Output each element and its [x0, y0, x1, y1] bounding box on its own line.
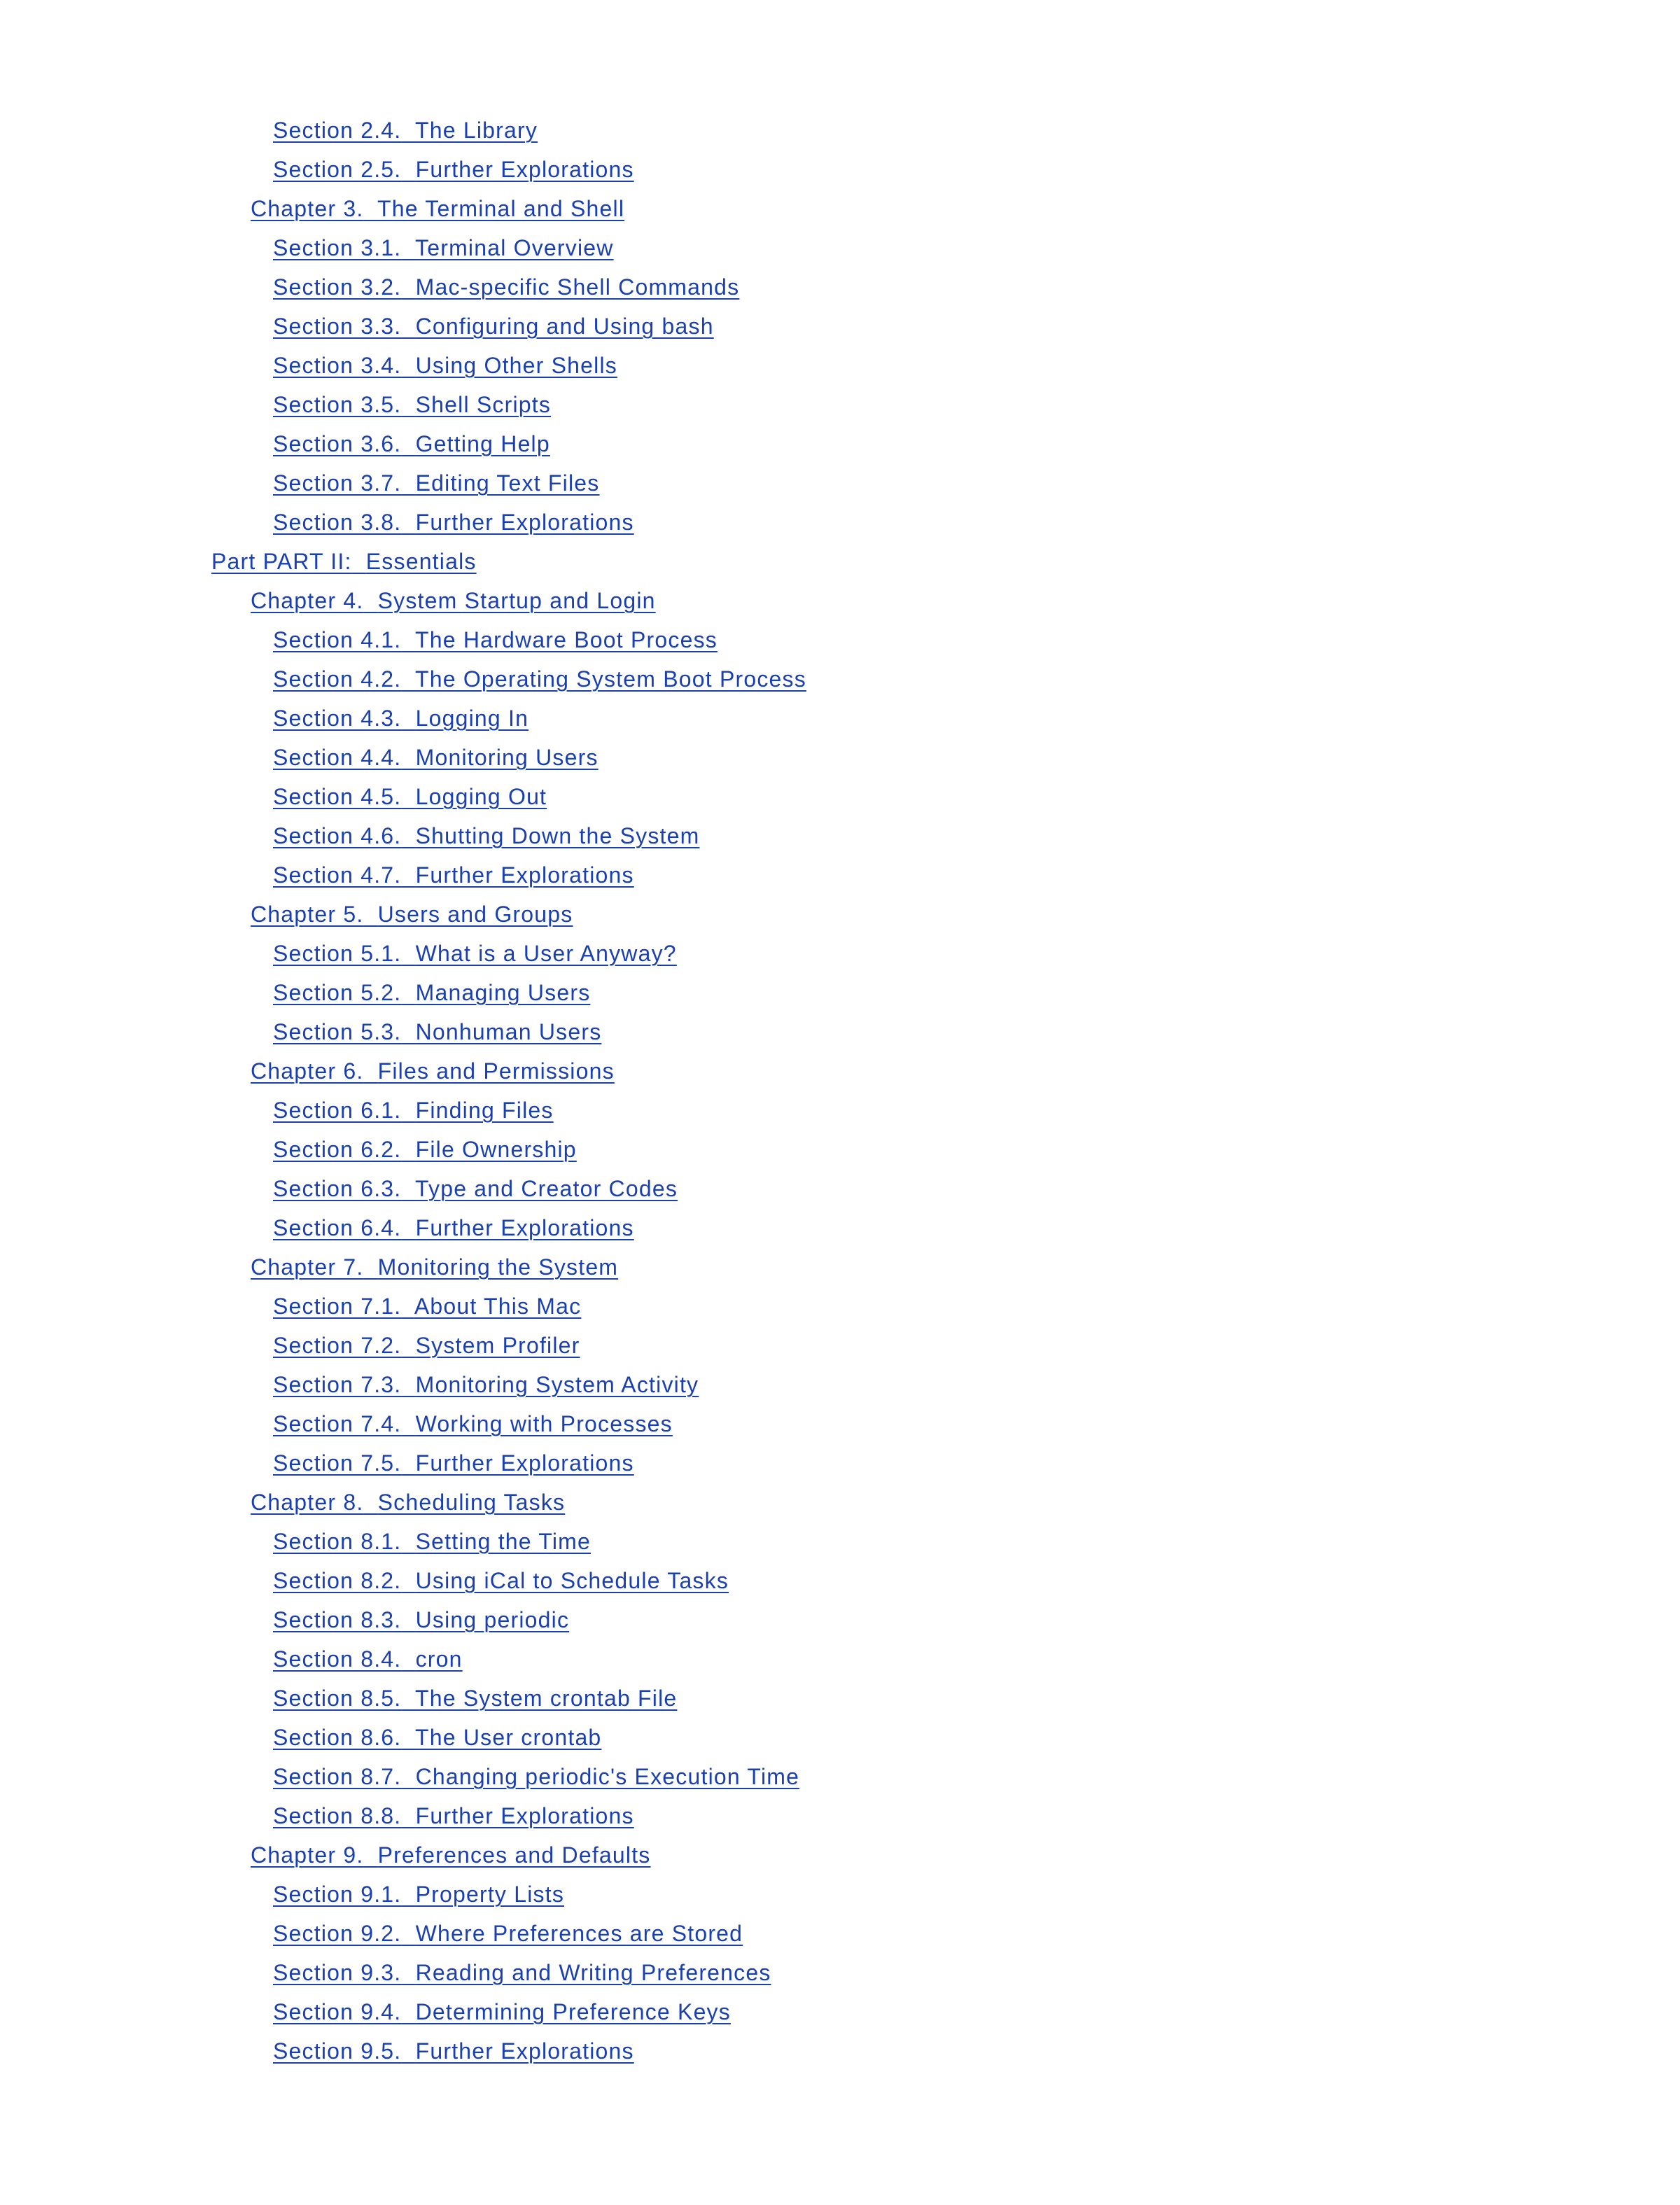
toc-entry-chapter [0, 581, 1680, 620]
toc-number: Section 6.1. [273, 1098, 402, 1123]
toc-title: Preferences and Defaults [377, 1842, 651, 1868]
toc-title: Essentials [365, 549, 477, 574]
toc-title: Monitoring the System [377, 1254, 619, 1280]
toc-title: Terminal Overview [415, 235, 614, 260]
toc-number: Section 9.1. [273, 1882, 402, 1907]
toc-number: Section 6.2. [273, 1137, 402, 1162]
toc-title: Further Explorations [415, 2038, 634, 2064]
toc-title: Working with Processes [415, 1411, 673, 1436]
toc-title: Determining Preference Keys [415, 1999, 731, 2024]
toc-number: Section 3.8. [273, 510, 402, 535]
toc-number: Section 9.2. [273, 1921, 402, 1946]
toc-number: Section 5.3. [273, 1019, 402, 1044]
toc-entry-section [0, 1208, 1680, 1247]
toc-entry-section [0, 855, 1680, 895]
toc-entry-section [0, 1522, 1680, 1561]
toc-link-section[interactable] [273, 1333, 580, 1358]
toc-link-chapter[interactable] [251, 1842, 651, 1868]
toc-title: Scheduling Tasks [377, 1490, 566, 1515]
toc-link-chapter[interactable] [251, 1254, 618, 1280]
toc-entry-chapter [0, 1835, 1680, 1875]
toc-entry-chapter [0, 1483, 1680, 1522]
toc-title: The System crontab File [415, 1686, 678, 1711]
toc-link-part[interactable] [211, 549, 477, 574]
toc-number: Part PART II: [211, 549, 352, 574]
toc-link-section[interactable] [273, 2038, 634, 2064]
toc-title: Logging In [415, 706, 529, 731]
toc-link-chapter[interactable] [251, 902, 573, 927]
toc-number: Section 8.5. [273, 1686, 402, 1711]
toc-number: Section 3.1. [273, 235, 402, 260]
toc-link-section[interactable] [273, 1646, 463, 1672]
toc-entry-section [0, 1404, 1680, 1443]
table-of-contents [0, 111, 1680, 2071]
toc-link-section[interactable] [273, 353, 617, 378]
toc-link-chapter[interactable] [251, 1058, 615, 1084]
toc-number: Section 3.2. [273, 274, 402, 300]
toc-title: File Ownership [415, 1137, 577, 1162]
toc-title: Monitoring Users [415, 745, 598, 770]
toc-link-section[interactable] [273, 1999, 731, 2024]
toc-title: The Terminal and Shell [377, 196, 625, 221]
toc-title: Property Lists [415, 1882, 565, 1907]
toc-link-section[interactable] [273, 1725, 601, 1750]
toc-title: The User crontab [415, 1725, 602, 1750]
toc-entry-section [0, 973, 1680, 1012]
toc-number: Section 3.3. [273, 314, 402, 339]
toc-entry-section [0, 424, 1680, 463]
toc-title: Logging Out [415, 784, 547, 809]
toc-title: Mac-specific Shell Commands [415, 274, 740, 300]
toc-entry-section [0, 150, 1680, 189]
toc-title: Using periodic [415, 1607, 570, 1632]
toc-number: Section 4.6. [273, 823, 402, 848]
toc-link-section[interactable] [273, 118, 538, 143]
toc-number: Section 3.5. [273, 392, 402, 417]
toc-title: Getting Help [415, 431, 550, 456]
toc-link-section[interactable] [273, 274, 739, 300]
toc-number: Section 7.5. [273, 1450, 402, 1476]
toc-link-section[interactable] [273, 1568, 729, 1593]
toc-entry-section [0, 777, 1680, 816]
toc-number: Section 8.8. [273, 1803, 402, 1828]
toc-number: Section 2.4. [273, 118, 402, 143]
toc-entry-section [0, 1718, 1680, 1757]
toc-link-section[interactable] [273, 823, 699, 848]
toc-link-section[interactable] [273, 1019, 601, 1044]
toc-entry-section [0, 1561, 1680, 1600]
toc-title: Further Explorations [415, 1450, 634, 1476]
toc-number: Chapter 6. [251, 1058, 364, 1084]
toc-link-section[interactable] [273, 314, 714, 339]
toc-number: Section 8.3. [273, 1607, 402, 1632]
toc-title: Type and Creator Codes [415, 1176, 678, 1201]
toc-title: Shell Scripts [415, 392, 552, 417]
toc-number: Section 7.4. [273, 1411, 402, 1436]
toc-entry-section [0, 1365, 1680, 1404]
toc-title: Changing periodic's Execution Time [415, 1764, 800, 1789]
toc-number: Chapter 3. [251, 196, 364, 221]
toc-entry-section [0, 2031, 1680, 2071]
toc-entry-section [0, 659, 1680, 699]
toc-entry-section [0, 620, 1680, 659]
toc-title: Nonhuman Users [415, 1019, 602, 1044]
toc-link-section[interactable] [273, 1215, 634, 1240]
toc-title: The Operating System Boot Process [415, 666, 806, 692]
toc-entry-section [0, 1169, 1680, 1208]
toc-entry-section [0, 816, 1680, 855]
toc-entry-section [0, 1914, 1680, 1953]
toc-number: Section 6.3. [273, 1176, 402, 1201]
toc-title: What is a User Anyway? [415, 941, 677, 966]
toc-title: About This Mac [414, 1294, 582, 1319]
toc-number: Section 8.6. [273, 1725, 402, 1750]
toc-entry-chapter [0, 895, 1680, 934]
toc-number: Section 4.1. [273, 627, 402, 652]
toc-link-chapter[interactable] [251, 196, 624, 221]
toc-entry-section [0, 1130, 1680, 1169]
toc-link-section[interactable] [273, 862, 634, 888]
toc-number: Section 4.7. [273, 862, 402, 888]
toc-entry-section [0, 1639, 1680, 1679]
toc-number: Section 4.3. [273, 706, 402, 731]
toc-link-section[interactable] [273, 706, 528, 731]
toc-number: Section 3.4. [273, 353, 402, 378]
toc-link-section[interactable] [273, 980, 590, 1005]
toc-entry-section [0, 934, 1680, 973]
toc-entry-part [0, 542, 1680, 581]
toc-number: Section 6.4. [273, 1215, 402, 1240]
toc-link-section[interactable] [273, 627, 718, 652]
toc-title: Editing Text Files [415, 470, 600, 496]
toc-link-section[interactable] [273, 1372, 699, 1397]
toc-link-section[interactable] [273, 235, 614, 260]
toc-entry-section [0, 1757, 1680, 1796]
toc-entry-section [0, 699, 1680, 738]
toc-link-section[interactable] [273, 1607, 569, 1632]
toc-entry-section [0, 463, 1680, 503]
toc-title: Configuring and Using bash [415, 314, 714, 339]
toc-entry-chapter [0, 189, 1680, 228]
toc-link-chapter[interactable] [251, 588, 656, 613]
toc-entry-section [0, 1600, 1680, 1639]
toc-number: Section 8.2. [273, 1568, 402, 1593]
toc-number: Section 4.4. [273, 745, 402, 770]
toc-entry-section [0, 1091, 1680, 1130]
toc-number: Section 3.7. [273, 470, 402, 496]
toc-number: Section 8.1. [273, 1529, 402, 1554]
toc-number: Section 3.6. [273, 431, 402, 456]
toc-number: Section 5.1. [273, 941, 402, 966]
toc-entry-chapter [0, 1051, 1680, 1091]
toc-number: Section 2.5. [273, 157, 402, 182]
toc-title: Shutting Down the System [415, 823, 700, 848]
toc-link-section[interactable] [273, 1803, 634, 1828]
toc-entry-section [0, 1953, 1680, 1992]
toc-link-section[interactable] [273, 1960, 771, 1985]
toc-entry-section [0, 1679, 1680, 1718]
toc-link-section[interactable] [273, 666, 806, 692]
toc-entry-section [0, 503, 1680, 542]
toc-entry-section [0, 228, 1680, 267]
toc-number: Section 9.5. [273, 2038, 402, 2064]
toc-link-section[interactable] [273, 1450, 634, 1476]
toc-number: Section 4.2. [273, 666, 402, 692]
toc-title: Further Explorations [415, 157, 634, 182]
toc-link-section[interactable] [273, 1921, 743, 1946]
toc-number: Section 7.3. [273, 1372, 402, 1397]
toc-title: Using Other Shells [415, 353, 617, 378]
toc-link-section[interactable] [273, 1882, 564, 1907]
toc-link-section[interactable] [273, 784, 547, 809]
toc-title: Further Explorations [415, 1803, 634, 1828]
toc-title: Reading and Writing Preferences [415, 1960, 771, 1985]
toc-title: Monitoring System Activity [415, 1372, 699, 1397]
toc-entry-section [0, 111, 1680, 150]
toc-title: Where Preferences are Stored [415, 1921, 743, 1946]
toc-title: Files and Permissions [377, 1058, 615, 1084]
toc-link-section[interactable] [273, 1686, 677, 1711]
toc-entry-chapter [0, 1247, 1680, 1287]
toc-entry-section [0, 1992, 1680, 2031]
toc-link-section[interactable] [273, 392, 551, 417]
toc-link-section[interactable] [273, 470, 600, 496]
toc-title: Further Explorations [415, 862, 634, 888]
toc-link-section[interactable] [273, 157, 634, 182]
toc-link-section[interactable] [273, 1529, 591, 1554]
toc-link-section[interactable] [273, 1137, 577, 1162]
toc-title: Users and Groups [377, 902, 573, 927]
toc-entry-section [0, 738, 1680, 777]
toc-link-section[interactable] [273, 1176, 678, 1201]
toc-title: Further Explorations [415, 1215, 634, 1240]
toc-title: System Profiler [415, 1333, 580, 1358]
toc-entry-section [0, 385, 1680, 424]
toc-title: Finding Files [415, 1098, 554, 1123]
toc-link-section[interactable] [273, 1098, 554, 1123]
toc-link-section[interactable] [273, 745, 598, 770]
toc-number: Chapter 5. [251, 902, 364, 927]
toc-number: Section 5.2. [273, 980, 402, 1005]
toc-number: Section 8.7. [273, 1764, 402, 1789]
toc-link-section[interactable] [273, 510, 634, 535]
toc-title: The Hardware Boot Process [415, 627, 718, 652]
toc-link-section[interactable] [273, 1764, 799, 1789]
toc-number: Chapter 4. [251, 588, 364, 613]
toc-link-section[interactable] [273, 941, 677, 966]
toc-title: cron [415, 1646, 463, 1672]
toc-entry-section [0, 1012, 1680, 1051]
toc-title: Setting the Time [415, 1529, 592, 1554]
toc-link-section[interactable] [273, 1411, 673, 1436]
toc-number: Chapter 8. [251, 1490, 364, 1515]
toc-title: System Startup and Login [377, 588, 656, 613]
toc-number: Section 8.4. [273, 1646, 402, 1672]
toc-title: Using iCal to Schedule Tasks [415, 1568, 729, 1593]
toc-entry-section [0, 1287, 1680, 1326]
toc-title: Managing Users [415, 980, 591, 1005]
toc-entry-section [0, 307, 1680, 346]
toc-entry-section [0, 1443, 1680, 1483]
toc-number: Section 7.2. [273, 1333, 402, 1358]
toc-entry-section [0, 1796, 1680, 1835]
toc-number: Chapter 9. [251, 1842, 364, 1868]
toc-entry-section [0, 267, 1680, 307]
toc-number: Section 4.5. [273, 784, 402, 809]
toc-title: The Library [415, 118, 538, 143]
toc-number: Section 7.1. [273, 1294, 402, 1319]
toc-number: Chapter 7. [251, 1254, 364, 1280]
toc-number: Section 9.3. [273, 1960, 402, 1985]
toc-link-section[interactable] [273, 431, 550, 456]
toc-entry-section [0, 346, 1680, 385]
toc-title: Further Explorations [415, 510, 634, 535]
toc-number: Section 9.4. [273, 1999, 402, 2024]
toc-entry-section [0, 1875, 1680, 1914]
toc-link-chapter[interactable] [251, 1490, 565, 1515]
toc-entry-section [0, 1326, 1680, 1365]
toc-link-section[interactable] [273, 1294, 581, 1319]
